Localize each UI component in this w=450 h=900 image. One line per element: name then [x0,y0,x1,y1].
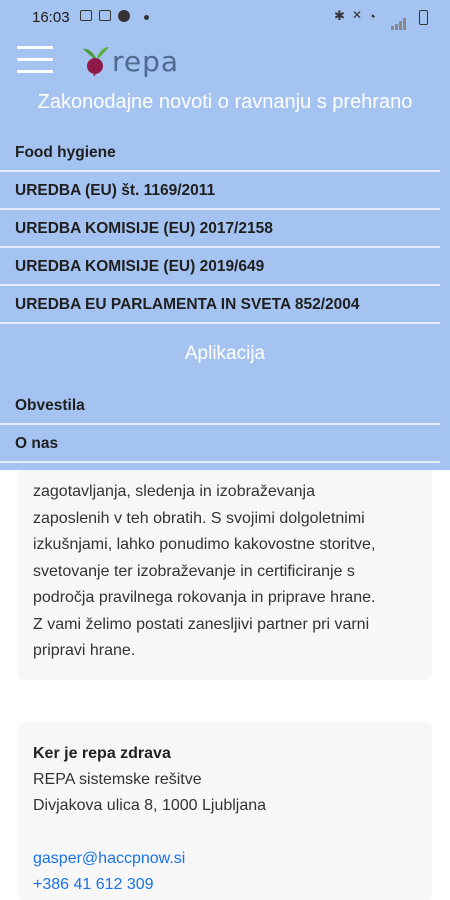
wifi-icon: ◔ [368,9,376,24]
menu-item-label: O nas [15,435,59,452]
repa-logo [82,45,180,80]
contact-phone-link[interactable]: +386 41 612 309 [33,876,154,893]
bluetooth-icon: ✱ [334,8,345,23]
menu-item-uredba-2019-649[interactable] [0,249,440,286]
notification-dot-icon [144,15,149,20]
battery-icon [419,10,428,25]
menu-item-uredba-852-2004[interactable] [0,287,440,324]
gallery-icon [80,10,92,21]
menu-item-uredba-1169-2011[interactable] [0,173,440,210]
email-icon [99,10,111,21]
beet-icon [82,46,110,76]
status-bar [0,0,450,34]
drawer-title: Zakonodajne novoti o ravnanju s prehrano [37,91,413,113]
contact-address: Divjakova ulica 8, 1000 Ljubljana [33,797,267,814]
menu-item-label: Food hygiene [15,144,116,161]
mute-icon: ✕ [352,8,363,22]
menu-item-o-nas[interactable] [0,426,440,463]
contact-company: REPA sistemske rešitve [33,771,202,788]
messenger-icon [118,10,130,22]
menu-item-label: UREDBA EU PARLAMENTA IN SVETA 852/2004 [15,296,360,313]
menu-item-label: UREDBA KOMISIJE (EU) 2019/649 [15,258,265,275]
contact-card [18,722,432,900]
contact-email-link[interactable]: gasper@haccpnow.si [33,850,186,867]
menu-item-food-hygiene[interactable] [0,135,440,172]
contact-name: Ker je repa zdrava [33,745,171,762]
menu-item-label: UREDBA (EU) št. 1169/2011 [15,182,216,199]
menu-item-obvestila[interactable] [0,388,440,425]
menu-icon[interactable] [17,44,53,76]
menu-item-uredba-2017-2158[interactable] [0,211,440,248]
signal-icon [390,12,406,30]
about-text: zagotavljanja, sledenja in izobraževanja zaposlenih v teh obratih. S svojimi dolgoletnimi izkušnjami, lahko ponudimo kakovostne storitve, svetovanje ter izobraževanje in certificiranje s področja pravilnega rokovanja in priprave hrane. Z vami želimo postati zanesljivi partner pri varni pripravi hrane. [33,483,376,659]
section-title-aplikacija: Aplikacija [184,343,266,364]
about-card [18,455,432,680]
logo-text: repa [112,45,180,78]
status-time: 16:03 [32,9,70,26]
menu-item-label: Obvestila [15,397,85,414]
menu-item-label: UREDBA KOMISIJE (EU) 2017/2158 [15,220,273,237]
